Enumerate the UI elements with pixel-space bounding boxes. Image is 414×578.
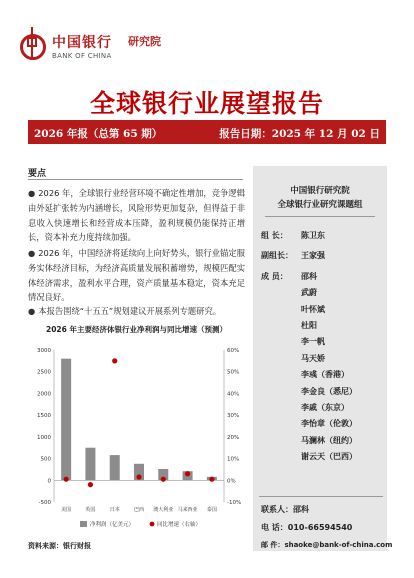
source-note: 资料来源：银行财报: [28, 542, 91, 550]
research-team-panel: [253, 166, 393, 551]
y-right-tick-label: 40%: [227, 391, 240, 398]
team-member-name: 李金良（悉尼）: [301, 386, 357, 396]
y-left-tick-label: -500: [38, 500, 51, 506]
x-tick-label: 泰国: [206, 507, 217, 513]
y-left-tick-label: 2000: [37, 391, 51, 398]
summary-point: [28, 186, 245, 245]
report-date: 报告日期：2025 年 12 月 02 日: [219, 128, 380, 140]
y-left-tick-label: 1500: [37, 413, 51, 420]
contact-email[interactable]: 邮 件：shaoke@bank-of-china.com: [261, 541, 393, 549]
team-member-name: 李戚（东京）: [301, 403, 349, 412]
y-right-tick-label: 50%: [227, 369, 240, 376]
bullet-icon: ●: [28, 306, 36, 316]
y-left-tick-label: 2500: [37, 369, 51, 376]
x-tick-label: 美国: [61, 507, 72, 513]
report-title: 全球银行业展望报告: [89, 89, 324, 118]
y-right-tick-label: 30%: [227, 413, 240, 420]
y-left-tick-label: 1000: [37, 434, 51, 441]
growth-point: [88, 482, 93, 487]
summary-point-text: 2026 年，中国经济将延续向上向好势头，银行业锚定服务实体经济目标，为经济高质量发展积蓄增势，规模匹配实体经济需求，盈利水平合理，资产质量基本稳定，资本充足情况良好。: [28, 248, 245, 303]
legend-label: 净利润（亿美元）: [90, 522, 135, 528]
team-member-name: 李彧（香港）: [301, 370, 349, 380]
summary-point-text: 本报告围绕“十五五”规划建议开展系列专题研究。: [38, 306, 222, 316]
legend-bar-swatch: [80, 521, 87, 527]
y-left-tick-label: 500: [40, 456, 51, 463]
x-tick-label: 马来西亚: [177, 507, 198, 513]
team-member-name: 陈卫东: [301, 231, 325, 240]
chart-title: 2026 年主要经济体银行业净利润与同比增速（预测）: [46, 325, 227, 334]
y-left-tick-label: 0: [47, 478, 51, 485]
contact-phone: 电 话：010-66594540: [261, 523, 353, 532]
panel-org: 中国银行研究院: [290, 186, 350, 196]
team-member-name: 武蔚: [301, 288, 317, 298]
role-label: 组 长：: [261, 231, 288, 240]
y-right-tick-label: 0%: [227, 478, 236, 485]
legend-label: 同比增速（右轴）: [157, 522, 202, 528]
bank-name-en: BANK OF CHINA: [52, 52, 112, 60]
issue-number: 2026 年报（总第 65 期）: [34, 128, 163, 140]
contact-person: 联系人：邵科: [261, 505, 309, 514]
team-member-name: 李一帆: [301, 337, 325, 347]
role-label: 成 员：: [261, 271, 288, 281]
team-member-name: 马澜林（纽约）: [301, 435, 357, 445]
x-tick-label: 英国: [85, 507, 96, 513]
bullet-icon: ●: [28, 248, 36, 258]
profit-chart: [28, 342, 248, 537]
chart-bar: [61, 359, 71, 481]
bank-logo: [20, 30, 170, 74]
institute-name: 研究院: [128, 35, 161, 48]
x-tick-label: 巴西: [133, 507, 145, 513]
team-member-name: 谢云天（巴西）: [301, 452, 357, 462]
summary-divider: [28, 179, 243, 180]
team-member-name: 邵科: [301, 271, 317, 281]
growth-point: [185, 471, 190, 476]
y-right-tick-label: 20%: [227, 434, 240, 441]
bullet-icon: ●: [28, 188, 36, 198]
team-member-name: 杜阳: [301, 321, 317, 330]
team-member-name: 李怡章（伦敦）: [301, 419, 357, 429]
bank-name-cn: 中国银行: [52, 35, 112, 51]
summary-heading: 要点: [28, 169, 47, 179]
growth-point: [64, 477, 69, 482]
legend-point-swatch: [150, 522, 155, 527]
y-right-tick-label: -10%: [227, 500, 242, 506]
growth-point: [112, 358, 117, 363]
role-label: 副组长：: [261, 251, 293, 261]
team-member-name: 马天娇: [301, 353, 325, 363]
team-member-name: 王家强: [301, 251, 325, 261]
growth-point: [209, 477, 214, 482]
summary-point: [28, 246, 245, 305]
x-tick-label: 澳大利亚: [153, 507, 174, 513]
panel-group: 全球银行业研究课题组: [277, 200, 363, 210]
team-member-name: 叶怀斌: [301, 304, 325, 314]
contact-divider: [259, 496, 383, 497]
chart-bar: [85, 448, 95, 481]
y-right-tick-label: 10%: [227, 456, 240, 463]
summary-point: [28, 304, 245, 319]
growth-point: [136, 474, 141, 479]
panel-divider: [265, 216, 375, 217]
summary-point-text: 2026 年，全球银行业经营环境不确定性增加，竞争逻辑由外延扩张转为内涵增长，风险形势更加复杂，但得益于非息收入快速增长和经营成本压降，盈利规模仍能保持正增长，资本补充力度持续加强。: [28, 188, 245, 243]
x-tick-label: 日本: [109, 507, 120, 513]
y-left-tick-label: 3000: [37, 348, 51, 354]
growth-point: [161, 477, 166, 482]
issue-bar: [28, 120, 386, 144]
chart-bar: [110, 455, 120, 480]
boc-emblem-square: [27, 37, 37, 47]
y-right-tick-label: 60%: [227, 348, 240, 354]
